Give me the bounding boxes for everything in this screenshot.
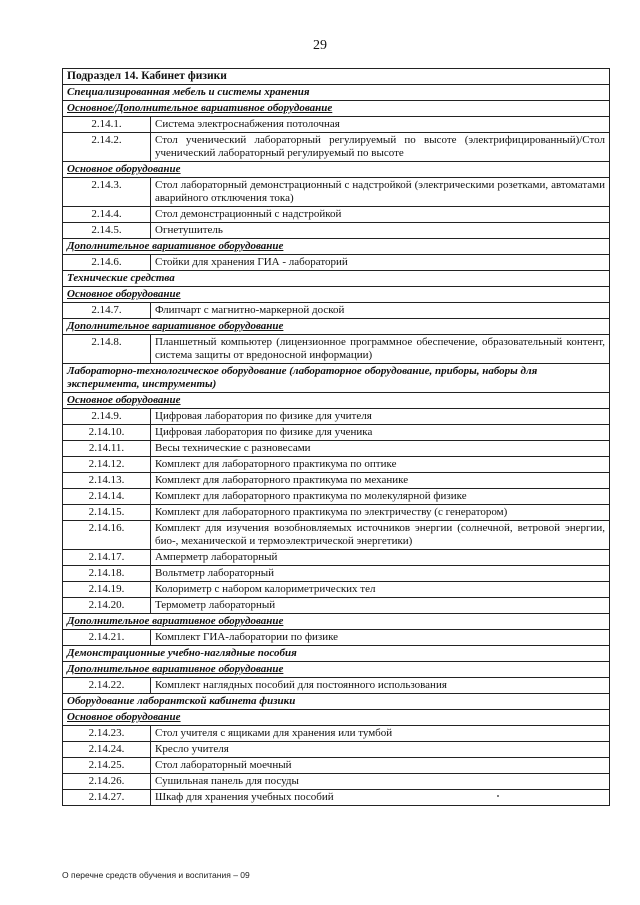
- category-heading: Оборудование лаборантской кабинета физики: [63, 694, 610, 710]
- item-code: 2.14.22.: [63, 678, 151, 694]
- item-code: 2.14.5.: [63, 223, 151, 239]
- item-description: Стол ученический лабораторный регулируемый по высоте (электрифицированный)/Стол ученический лабораторный регулируемый по высоте: [151, 133, 610, 162]
- item-description: Огнетушитель: [151, 223, 610, 239]
- equipment-group-heading: Дополнительное вариативное оборудование: [63, 319, 610, 335]
- item-code: 2.14.27.: [63, 790, 151, 806]
- equipment-group-row: [63, 393, 610, 409]
- item-description: Цифровая лаборатория по физике для ученика: [151, 425, 610, 441]
- item-code: 2.14.26.: [63, 774, 151, 790]
- table-row: [63, 409, 610, 425]
- table-row: [63, 678, 610, 694]
- item-description: Цифровая лаборатория по физике для учителя: [151, 409, 610, 425]
- item-description: Стол лабораторный моечный: [151, 758, 610, 774]
- item-code: 2.14.1.: [63, 117, 151, 133]
- equipment-group-heading: Дополнительное вариативное оборудование: [63, 239, 610, 255]
- equipment-group-heading: Основное/Дополнительное вариативное оборудование: [63, 101, 610, 117]
- table-row: [63, 457, 610, 473]
- table-row: [63, 598, 610, 614]
- equipment-group-heading: Дополнительное вариативное оборудование: [63, 662, 610, 678]
- equipment-group-row: [63, 287, 610, 303]
- item-code: 2.14.14.: [63, 489, 151, 505]
- item-description: Система электроснабжения потолочная: [151, 117, 610, 133]
- item-code: 2.14.16.: [63, 521, 151, 550]
- item-description: Флипчарт с магнитно-маркерной доской: [151, 303, 610, 319]
- table-row: [63, 133, 610, 162]
- item-code: 2.14.12.: [63, 457, 151, 473]
- item-description: Амперметр лабораторный: [151, 550, 610, 566]
- table-row: [63, 758, 610, 774]
- table-row: [63, 726, 610, 742]
- equipment-group-heading: Основное оборудование: [63, 710, 610, 726]
- table-row: [63, 790, 610, 806]
- item-description: Комплект для изучения возобновляемых источников энергии (солнечной, ветровой энергии, био-, механической и термоэлектрической энергетики): [151, 521, 610, 550]
- equipment-table: [62, 68, 610, 806]
- table-row: [63, 742, 610, 758]
- category-heading-row: [63, 694, 610, 710]
- equipment-group-heading: Основное оборудование: [63, 393, 610, 409]
- item-code: 2.14.25.: [63, 758, 151, 774]
- item-code: 2.14.23.: [63, 726, 151, 742]
- item-code: 2.14.6.: [63, 255, 151, 271]
- page-number: 29: [313, 38, 327, 53]
- table-row: [63, 441, 610, 457]
- equipment-group-heading: Дополнительное вариативное оборудование: [63, 614, 610, 630]
- equipment-table-body: [63, 69, 610, 806]
- item-description: Сушильная панель для посуды: [151, 774, 610, 790]
- table-row: [63, 117, 610, 133]
- table-row: [63, 178, 610, 207]
- item-description: Комплект для лабораторного практикума по оптике: [151, 457, 610, 473]
- category-heading-row: [63, 271, 610, 287]
- scan-speck: [497, 795, 499, 797]
- table-row: [63, 473, 610, 489]
- item-code: 2.14.18.: [63, 566, 151, 582]
- equipment-group-row: [63, 319, 610, 335]
- item-code: 2.14.13.: [63, 473, 151, 489]
- page-footer: О перечне средств обучения и воспитания – 09: [62, 870, 250, 880]
- item-code: 2.14.10.: [63, 425, 151, 441]
- item-code: 2.14.19.: [63, 582, 151, 598]
- subsection-title: Подраздел 14. Кабинет физики: [63, 69, 610, 85]
- equipment-group-row: [63, 101, 610, 117]
- table-row: [63, 550, 610, 566]
- item-description: Стойки для хранения ГИА - лабораторий: [151, 255, 610, 271]
- item-code: 2.14.2.: [63, 133, 151, 162]
- equipment-group-heading: Основное оборудование: [63, 287, 610, 303]
- equipment-group-heading: Основное оборудование: [63, 162, 610, 178]
- table-row: [63, 582, 610, 598]
- category-heading-row: [63, 364, 610, 393]
- equipment-group-row: [63, 239, 610, 255]
- item-code: 2.14.11.: [63, 441, 151, 457]
- table-row: [63, 207, 610, 223]
- table-row: [63, 505, 610, 521]
- category-heading: Демонстрационные учебно-наглядные пособия: [63, 646, 610, 662]
- item-description: Комплект для лабораторного практикума по электричеству (с генератором): [151, 505, 610, 521]
- equipment-group-row: [63, 614, 610, 630]
- equipment-group-row: [63, 162, 610, 178]
- category-heading-row: [63, 646, 610, 662]
- item-description: Колориметр с набором калориметрических тел: [151, 582, 610, 598]
- table-row: [63, 303, 610, 319]
- item-code: 2.14.21.: [63, 630, 151, 646]
- table-row: [63, 521, 610, 550]
- item-description: Комплект ГИА-лаборатории по физике: [151, 630, 610, 646]
- table-row: [63, 774, 610, 790]
- item-code: 2.14.4.: [63, 207, 151, 223]
- item-description: Комплект для лабораторного практикума по молекулярной физике: [151, 489, 610, 505]
- item-description: Комплект наглядных пособий для постоянного использования: [151, 678, 610, 694]
- item-code: 2.14.20.: [63, 598, 151, 614]
- item-description: Стол демонстрационный с надстройкой: [151, 207, 610, 223]
- table-row: [63, 223, 610, 239]
- equipment-table-container: [62, 68, 609, 806]
- category-heading-row: [63, 85, 610, 101]
- item-code: 2.14.3.: [63, 178, 151, 207]
- item-description: Весы технические с разновесами: [151, 441, 610, 457]
- item-description: Шкаф для хранения учебных пособий: [151, 790, 610, 806]
- table-row: [63, 566, 610, 582]
- item-description: Планшетный компьютер (лицензионное программное обеспечение, образовательный контент, система защиты от вредоносной информации): [151, 335, 610, 364]
- item-description: Комплект для лабораторного практикума по механике: [151, 473, 610, 489]
- category-heading: Лабораторно-технологическое оборудование (лабораторное оборудование, приборы, наборы для эксперимента, инструменты): [63, 364, 610, 393]
- item-code: 2.14.24.: [63, 742, 151, 758]
- table-row: [63, 255, 610, 271]
- table-row: [63, 425, 610, 441]
- item-description: Стол лабораторный демонстрационный с надстройкой (электрическими розетками, автоматами аварийного отключения тока): [151, 178, 610, 207]
- table-row: [63, 335, 610, 364]
- equipment-group-row: [63, 662, 610, 678]
- equipment-group-row: [63, 710, 610, 726]
- item-description: Стол учителя с ящиками для хранения или тумбой: [151, 726, 610, 742]
- table-row: [63, 630, 610, 646]
- item-code: 2.14.17.: [63, 550, 151, 566]
- category-heading: Технические средства: [63, 271, 610, 287]
- item-code: 2.14.15.: [63, 505, 151, 521]
- item-description: Кресло учителя: [151, 742, 610, 758]
- item-code: 2.14.8.: [63, 335, 151, 364]
- item-code: 2.14.9.: [63, 409, 151, 425]
- item-description: Вольтметр лабораторный: [151, 566, 610, 582]
- item-description: Термометр лабораторный: [151, 598, 610, 614]
- subsection-title-row: [63, 69, 610, 85]
- table-row: [63, 489, 610, 505]
- category-heading: Специализированная мебель и системы хранения: [63, 85, 610, 101]
- item-code: 2.14.7.: [63, 303, 151, 319]
